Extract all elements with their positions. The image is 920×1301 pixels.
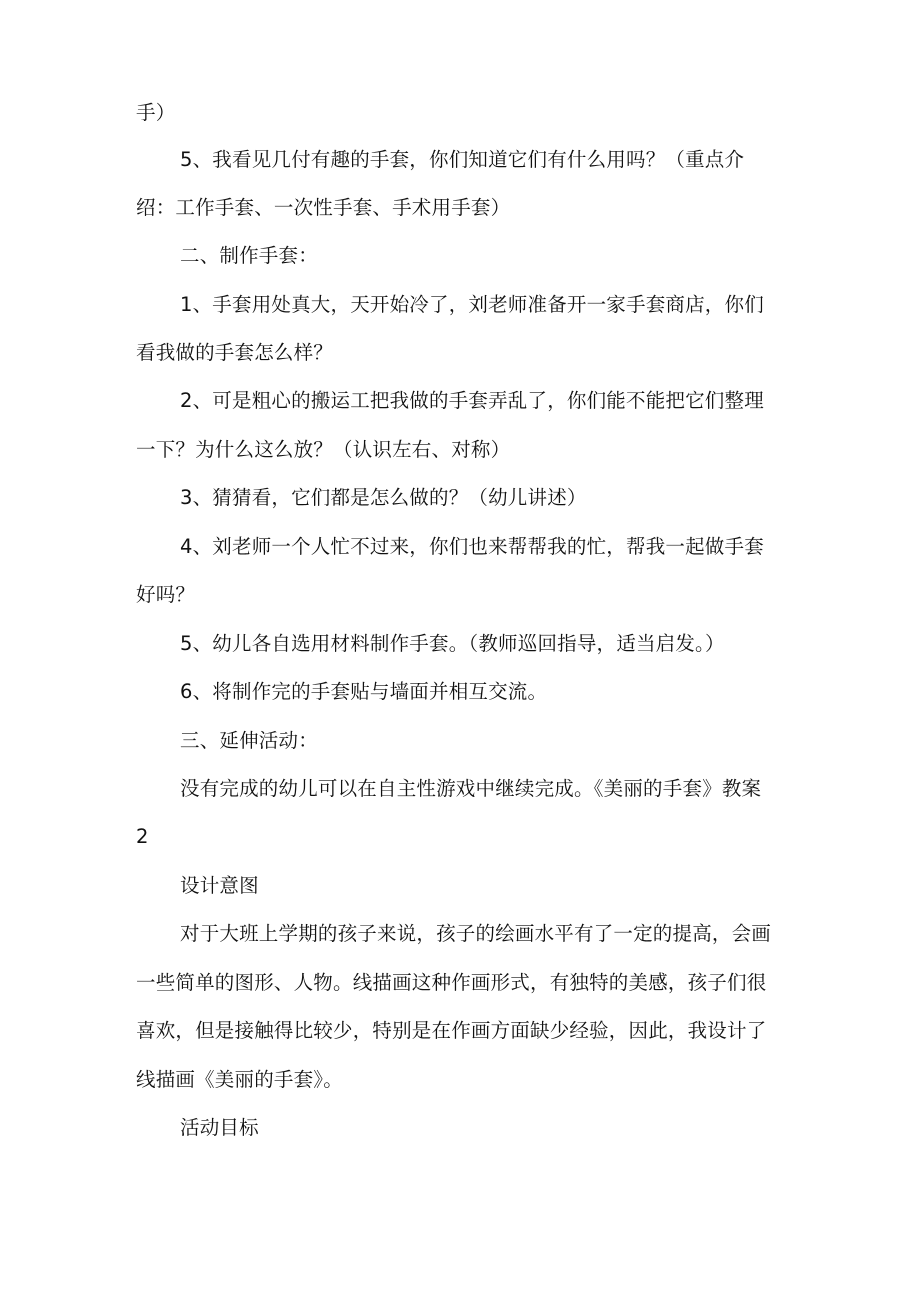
text-line-13: 6、将制作完的手套贴与墙面并相互交流。 [180, 680, 548, 703]
text-line-18: 对于大班上学期的孩子来说，孩子的绘画水平有了一定的提高，会画 [180, 922, 772, 945]
text-line-7: 2、可是粗心的搬运工把我做的手套弄乱了，你们能不能把它们整理 [180, 389, 764, 412]
text-line-16: 2 [136, 825, 149, 848]
text-line-12: 5、幼儿各自选用材料制作手套。（教师巡回指导，适当启发。） [180, 632, 725, 655]
text-line-10: 4、刘老师一个人忙不过来，你们也来帮帮我的忙，帮我一起做手套 [180, 535, 764, 558]
text-line-19: 一些简单的图形、人物。线描画这种作画形式，有独特的美感，孩子们很 [136, 971, 767, 994]
section-heading-extension: 三、延伸活动： [180, 729, 318, 752]
text-line-3: 绍：工作手套、一次性手套、手术用手套） [136, 196, 511, 219]
text-line-1: 手） [136, 101, 176, 124]
text-line-21: 线描画《美丽的手套》。 [136, 1068, 343, 1091]
text-line-8: 一下？为什么这么放？（认识左右、对称） [136, 438, 511, 461]
section-heading-make-gloves: 二、制作手套： [180, 244, 318, 267]
text-line-11: 好吗？ [136, 583, 196, 606]
section-heading-design-intent: 设计意图 [180, 874, 259, 897]
text-line-5: 1、手套用处真大，天开始冷了，刘老师准备开一家手套商店，你们 [180, 293, 764, 316]
section-heading-activity-goals: 活动目标 [180, 1116, 259, 1139]
text-line-20: 喜欢，但是接触得比较少，特别是在作画方面缺少经验，因此，我设计了 [136, 1019, 767, 1042]
text-line-15: 没有完成的幼儿可以在自主性游戏中继续完成。《美丽的手套》教案 [180, 777, 762, 800]
text-line-9: 3、猜猜看，它们都是怎么做的？（幼儿讲述） [180, 486, 587, 509]
text-line-2: 5、我看见几付有趣的手套，你们知道它们有什么用吗？（重点介 [180, 148, 745, 171]
text-line-6: 看我做的手套怎么样？ [136, 341, 334, 364]
